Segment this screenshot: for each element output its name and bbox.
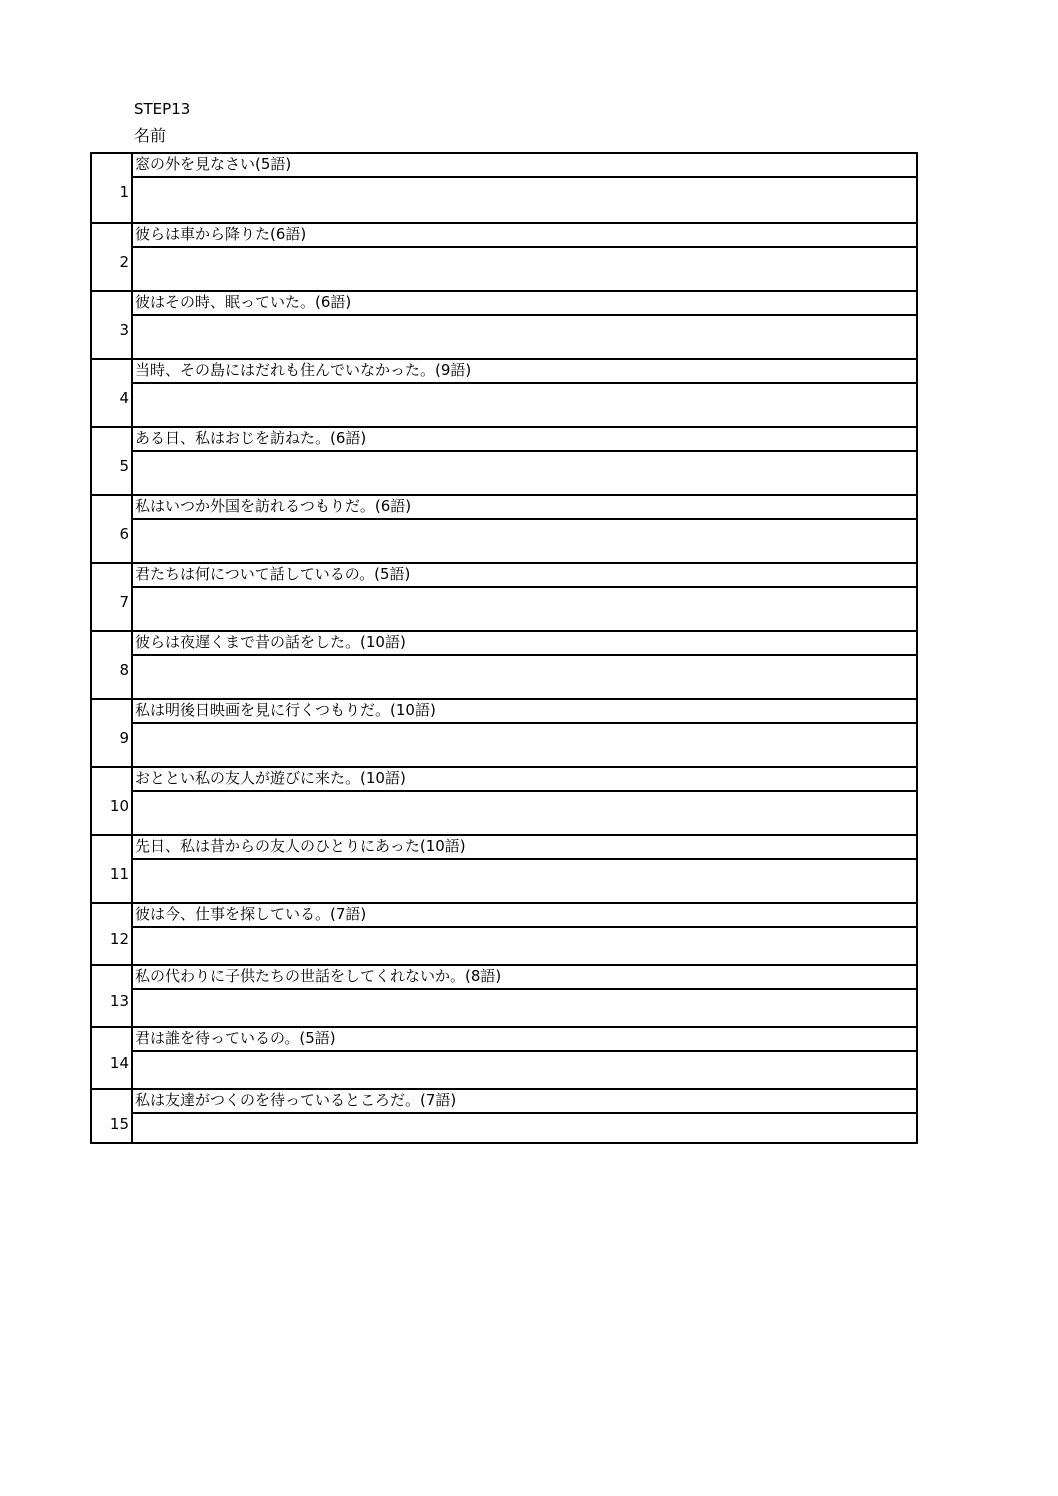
answer-field[interactable] xyxy=(133,246,916,290)
question-number: 15 xyxy=(109,1115,129,1133)
question-prompt: 先日、私は昔からの友人のひとりにあった(10語) xyxy=(135,837,466,855)
question-number: 9 xyxy=(119,729,129,747)
question-row xyxy=(92,834,916,902)
question-prompt: おととい私の友人が遊びに来た。(10語) xyxy=(135,769,406,787)
question-prompt: 窓の外を見なさい(5語) xyxy=(135,155,292,173)
question-number: 4 xyxy=(119,389,129,407)
question-row xyxy=(92,222,916,290)
answer-field[interactable] xyxy=(133,450,916,494)
question-prompt: ある日、私はおじを訪ねた。(6語) xyxy=(135,429,367,447)
question-row xyxy=(92,1088,916,1148)
question-row xyxy=(92,1026,916,1088)
answer-field[interactable] xyxy=(133,858,916,902)
question-sheet xyxy=(90,152,918,1144)
question-prompt: 彼らは車から降りた(6語) xyxy=(135,225,307,243)
answer-field[interactable] xyxy=(133,790,916,834)
answer-field[interactable] xyxy=(133,382,916,426)
question-number: 12 xyxy=(109,930,129,948)
question-number: 10 xyxy=(109,797,129,815)
question-row xyxy=(92,426,916,494)
question-prompt: 彼はその時、眠っていた。(6語) xyxy=(135,293,352,311)
question-row xyxy=(92,290,916,358)
question-prompt: 君たちは何について話しているの。(5語) xyxy=(135,565,411,583)
question-number: 13 xyxy=(109,992,129,1010)
question-row xyxy=(92,494,916,562)
question-row xyxy=(92,154,916,222)
answer-field[interactable] xyxy=(133,722,916,766)
question-row xyxy=(92,766,916,834)
question-number: 11 xyxy=(109,865,129,883)
question-prompt: 彼らは夜遅くまで昔の話をした。(10語) xyxy=(135,633,406,651)
question-prompt: 私はいつか外国を訪れるつもりだ。(6語) xyxy=(135,497,412,515)
question-row xyxy=(92,698,916,766)
answer-field[interactable] xyxy=(133,586,916,630)
question-number: 7 xyxy=(119,593,129,611)
answer-field[interactable] xyxy=(133,176,916,222)
question-prompt: 私は明後日映画を見に行くつもりだ。(10語) xyxy=(135,701,436,719)
question-number: 3 xyxy=(119,321,129,339)
question-prompt: 彼は今、仕事を探している。(7語) xyxy=(135,905,367,923)
answer-field[interactable] xyxy=(133,1050,916,1088)
answer-field[interactable] xyxy=(133,1112,916,1148)
question-number: 5 xyxy=(119,457,129,475)
question-prompt: 私は友達がつくのを待っているところだ。(7語) xyxy=(135,1091,457,1109)
question-prompt: 私の代わりに子供たちの世話をしてくれないか。(8語) xyxy=(135,967,502,985)
question-number: 8 xyxy=(119,661,129,679)
answer-field[interactable] xyxy=(133,988,916,1026)
answer-field[interactable] xyxy=(133,314,916,358)
question-prompt: 当時、その島にはだれも住んでいなかった。(9語) xyxy=(135,361,472,379)
question-row xyxy=(92,630,916,698)
question-number: 6 xyxy=(119,525,129,543)
worksheet-title: STEP13 xyxy=(134,100,191,118)
question-number: 1 xyxy=(119,183,129,201)
question-row xyxy=(92,358,916,426)
question-number: 2 xyxy=(119,253,129,271)
answer-field[interactable] xyxy=(133,926,916,964)
question-number: 14 xyxy=(109,1054,129,1072)
question-row xyxy=(92,562,916,630)
question-row xyxy=(92,964,916,1026)
answer-field[interactable] xyxy=(133,518,916,562)
name-label: 名前 xyxy=(134,126,167,145)
answer-field[interactable] xyxy=(133,654,916,698)
question-row xyxy=(92,902,916,964)
question-prompt: 君は誰を待っているの。(5語) xyxy=(135,1029,336,1047)
